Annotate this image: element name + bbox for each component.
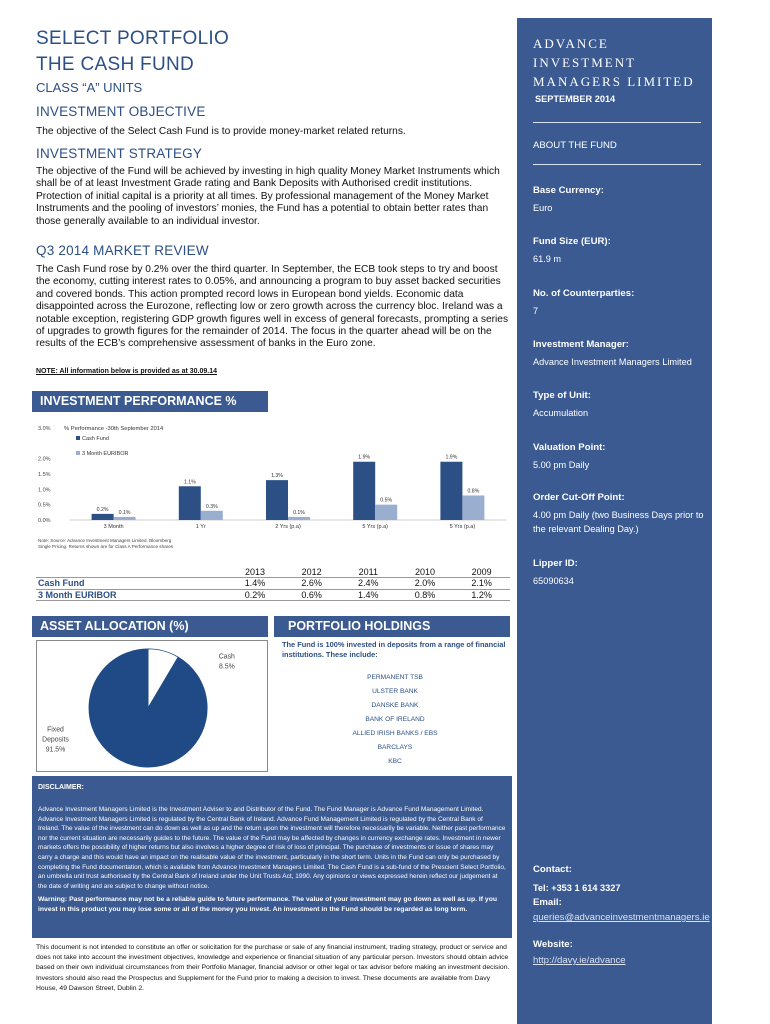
table-row (36, 589, 510, 601)
disclaimer-warning: Warning: Past performance may not be a reliable guide to future performance. The value of your investment may go down as well as up. If you invest in this product you may lose some or all of the money you invest. An investment in the Fund should be regarded as long term. (38, 896, 498, 914)
holding-item: ULSTER BANK (372, 688, 418, 695)
chart-title: % Performance -30th September 2014 (64, 426, 164, 432)
disclaimer-body: Advance Investment Managers Limited is the Investment Adviser to and Distributor of the Fund. The Fund Manager is Advance Fund Management Limited. Advance Investment Managers Limited is regulated by the Central Bank of Ireland. Advance Fund Management Limited is regulated by the Central Bank of Ireland. The value of the investment can do down as well as up and the return upon the investment will therefore necessarily be variable. Neither past performance nor the current situation are necessarily guides to the future. The value of the Fund may be affected by changes in currency exchange rates. Investment in newer markets offers the possibility of higher returns but also involves a higher degree of risk of loss of principal. The purchase of investments or issue of shares may carry a charge and this would have an impact on the realisable value of the investment, particularly in the short term. Units in the Fund can only be purchased by completing the Fund documentation, which is available from Advance Investment Managers Limited. The Cash Fund is a sub-fund of the Prescient Select Portfolio, an umbrella unit trust authorised by the Central Bank of Ireland under the Unit Trusts Act, 1990. Any opinions or views expressed herein reflect our judgement at the date of writing and are subject to change without notice. (38, 806, 506, 890)
performance-table-header (36, 566, 510, 578)
footer-legal-text: This document is not intended to constitute an offer or solicitation for the purchase or sale of any financial instrument, trading strategy, product or service and does not take into account the investment objectives, knowledge and experience or financial situation of any particular person. Investors should obtain advice based on their own individual circumstances from their Portfolio Manager, financial advisor or other legal or tax advisor before making an investment decision. Investors should also read the Prospectus and Supplement for the Fund prior to making a decision to invest. These documents are available from Davy House, 49 Dawson Street, Dublin 2. (36, 944, 510, 992)
fact-label: Type of Unit: (533, 390, 591, 401)
year-header: 2012 (283, 566, 340, 578)
pie-label-fixed: Fixed (47, 726, 64, 734)
table-cell: 1.2% (453, 589, 510, 601)
fact-label: Investment Manager: (533, 339, 629, 350)
holdings-intro: The Fund is 100% invested in deposits from a range of financial institutions. These include: (282, 640, 506, 659)
holding-item: DANSKE BANK (371, 702, 419, 709)
y-tick-label: 2.0% (38, 456, 51, 463)
legend-label-euribor: 3 Month EURIBOR (82, 451, 129, 457)
objective-heading: INVESTMENT OBJECTIVE (36, 104, 206, 119)
email-link[interactable]: queries@advanceinvestmentmanagers.ie (533, 912, 710, 923)
fact-label: Fund Size (EUR): (533, 236, 611, 247)
data-label-euribor: 0.5% (380, 497, 393, 504)
title-line-1: SELECT PORTFOLIO (36, 28, 230, 49)
sidebar (517, 18, 712, 1024)
report-date: SEPTEMBER 2014 (535, 94, 616, 104)
data-label-cash: 1.9% (445, 454, 458, 461)
review-text: The Cash Fund rose by 0.2% over the third quarter. In September, the ECB took steps to try and boost the economy, cutting interest rates to 0.05%, and announcing a program to buy asset backed securities and covered bonds. This action prompted record lows in European bond yields. Economic data disappointed across the Eurozone, reflecting low or zero growth across the currency bloc. Ireland was a notable exception, registering GDP growth figures well in excess of general forecasts, prompting a series of upgrades to growth figures for the remainder of 2014. The focus in the quarter ahead will be on the results of the ECB’s comprehensive assessment of banks in the Euro zone. (36, 264, 509, 350)
bar-cash-fund (92, 514, 114, 520)
allocation-pie-chart (37, 641, 267, 771)
disclaimer-box (32, 776, 512, 938)
fact-label: Valuation Point: (533, 442, 606, 453)
fact-value: Accumulation (533, 408, 589, 418)
legend-label-cash: Cash Fund (82, 436, 109, 442)
fact-label: Base Currency: (533, 185, 604, 196)
divider (533, 122, 701, 123)
year-header: 2010 (397, 566, 454, 578)
holding-item: ALLIED IRISH BANKS / EBS (352, 730, 438, 737)
performance-bar-chart (36, 418, 510, 554)
bar-euribor (201, 511, 223, 520)
pie-label-deposits: Deposits (42, 736, 69, 744)
fact-label: Order Cut-Off Point: (533, 492, 625, 503)
bar-euribor (288, 517, 310, 520)
data-label-euribor: 0.1% (118, 509, 131, 516)
brand-line-2: MANAGERS LIMITED (533, 74, 695, 89)
pie-value-cash: 8.5% (219, 663, 235, 671)
about-fund-label: ABOUT THE FUND (533, 140, 617, 151)
divider (533, 164, 701, 165)
contact-label: Contact: (533, 864, 572, 875)
table-cell: 0.6% (283, 589, 340, 601)
data-label-cash: 1.1% (183, 479, 196, 486)
table-cell: 1.4% (340, 589, 397, 601)
holding-item: KBC (388, 758, 402, 765)
fact-label: No. of Counterparties: (533, 288, 635, 299)
year-header: 2009 (453, 566, 510, 578)
title-line-2: THE CASH FUND (36, 54, 195, 75)
bar-cash-fund (266, 480, 288, 520)
email-label: Email: (533, 897, 562, 908)
allocation-pie-panel (36, 640, 268, 772)
bar-cash-fund (440, 462, 462, 520)
data-label-euribor: 0.1% (293, 509, 305, 516)
table-corner (36, 566, 227, 578)
data-label-cash: 0.2% (96, 506, 109, 513)
objective-text: The objective of the Select Cash Fund is to provide money-market related returns. (36, 126, 406, 137)
holdings-heading: PORTFOLIO HOLDINGS (274, 616, 510, 637)
y-tick-label: 0.0% (38, 518, 51, 524)
y-tick-label: 1.5% (38, 472, 51, 478)
fact-value: 7 (533, 306, 539, 316)
contact-tel: Tel: +353 1 614 3327 (533, 883, 621, 893)
info-date-note: NOTE: All information below is provided as at 30.09.14 (36, 368, 218, 375)
x-tick-label: 5 Yrs (p.a) (449, 524, 476, 530)
fact-value: 4.00 pm Daily (two Business Days prior to the relevant Dealing Day.) (533, 510, 704, 534)
fact-value: 65090634 (533, 576, 574, 586)
table-cell: 1.4% (227, 578, 284, 590)
data-label-cash: 1.3% (271, 473, 283, 480)
fact-value: Euro (533, 203, 553, 213)
allocation-heading: ASSET ALLOCATION (%) (32, 616, 268, 637)
bar-cash-fund (179, 486, 201, 520)
data-label-cash: 1.9% (358, 454, 371, 461)
x-tick-label: 5 Yrs (p.a) (362, 524, 388, 530)
page-title (36, 26, 229, 78)
year-header: 2013 (227, 566, 284, 578)
pie-slice-fixed-deposits (89, 649, 207, 767)
legend-swatch-euribor (76, 451, 80, 455)
strategy-heading: INVESTMENT STRATEGY (36, 146, 203, 161)
table-row (36, 578, 510, 590)
table-cell: 2.4% (340, 578, 397, 590)
table-cell: 2.6% (283, 578, 340, 590)
y-tick-label: 1.0% (38, 487, 51, 494)
brand-line-1: ADVANCE INVESTMENT (533, 36, 637, 70)
bar-euribor (375, 505, 397, 520)
website-link[interactable]: http://davy.ie/advance (533, 955, 626, 966)
unit-class: CLASS “A” UNITS (36, 80, 143, 95)
data-label-euribor: 0.8% (467, 488, 480, 495)
website-label: Website: (533, 939, 573, 950)
table-cell: 2.0% (397, 578, 454, 590)
table-cell: 0.8% (397, 589, 454, 601)
fact-value: 5.00 pm Daily (533, 460, 590, 470)
chart-footnote: Note: Source: Advance Investment Managers Limited. Bloomberg (38, 538, 172, 543)
fact-value: 61.9 m (533, 254, 562, 264)
year-header: 2011 (340, 566, 397, 578)
holding-item: PERMANENT TSB (367, 674, 423, 681)
legend-swatch-cash (76, 436, 80, 440)
y-tick-label: 0.5% (38, 502, 51, 509)
review-heading: Q3 2014 MARKET REVIEW (36, 243, 209, 258)
row-label: 3 Month EURIBOR (36, 589, 227, 601)
brand-logo (533, 34, 712, 91)
table-cell: 2.1% (453, 578, 510, 590)
bar-cash-fund (353, 462, 375, 520)
table-cell: 0.2% (227, 589, 284, 601)
row-label: Cash Fund (36, 578, 227, 590)
performance-table (36, 566, 510, 601)
x-tick-label: 1 Yr (195, 524, 206, 530)
fact-value: Advance Investment Managers Limited (533, 357, 692, 367)
fact-label: Lipper ID: (533, 558, 578, 569)
bar-euribor (462, 495, 484, 520)
x-tick-label: 2 Yrs (p.a) (275, 524, 301, 530)
y-tick-label: 3.0% (38, 426, 51, 432)
pie-value-deposits: 91.5% (45, 746, 66, 754)
pie-label-cash: Cash (218, 653, 235, 661)
bar-euribor (114, 517, 136, 520)
performance-heading: INVESTMENT PERFORMANCE % (32, 391, 268, 412)
strategy-text: The objective of the Fund will be achieved by investing in high quality Money Market Instruments which shall be of at least Investment Grade rating and Bank Deposits with Authorised credit institutions. Protection of initial capital is a priority at all times. By professional management of the Money Market Instruments and the pooling of investors’ monies, the Fund has a potential to obtain better rates than those generally available to an individual investor. (36, 166, 500, 227)
data-label-euribor: 0.3% (205, 503, 218, 510)
disclaimer-title: DISCLAIMER: (38, 784, 84, 791)
x-tick-label: 3 Month (103, 524, 124, 530)
chart-footnote: Single Pricing. Returns shown are for Class A Performance shares (38, 544, 174, 549)
holding-item: BANK OF IRELAND (365, 716, 425, 723)
holding-item: BARCLAYS (377, 744, 413, 751)
